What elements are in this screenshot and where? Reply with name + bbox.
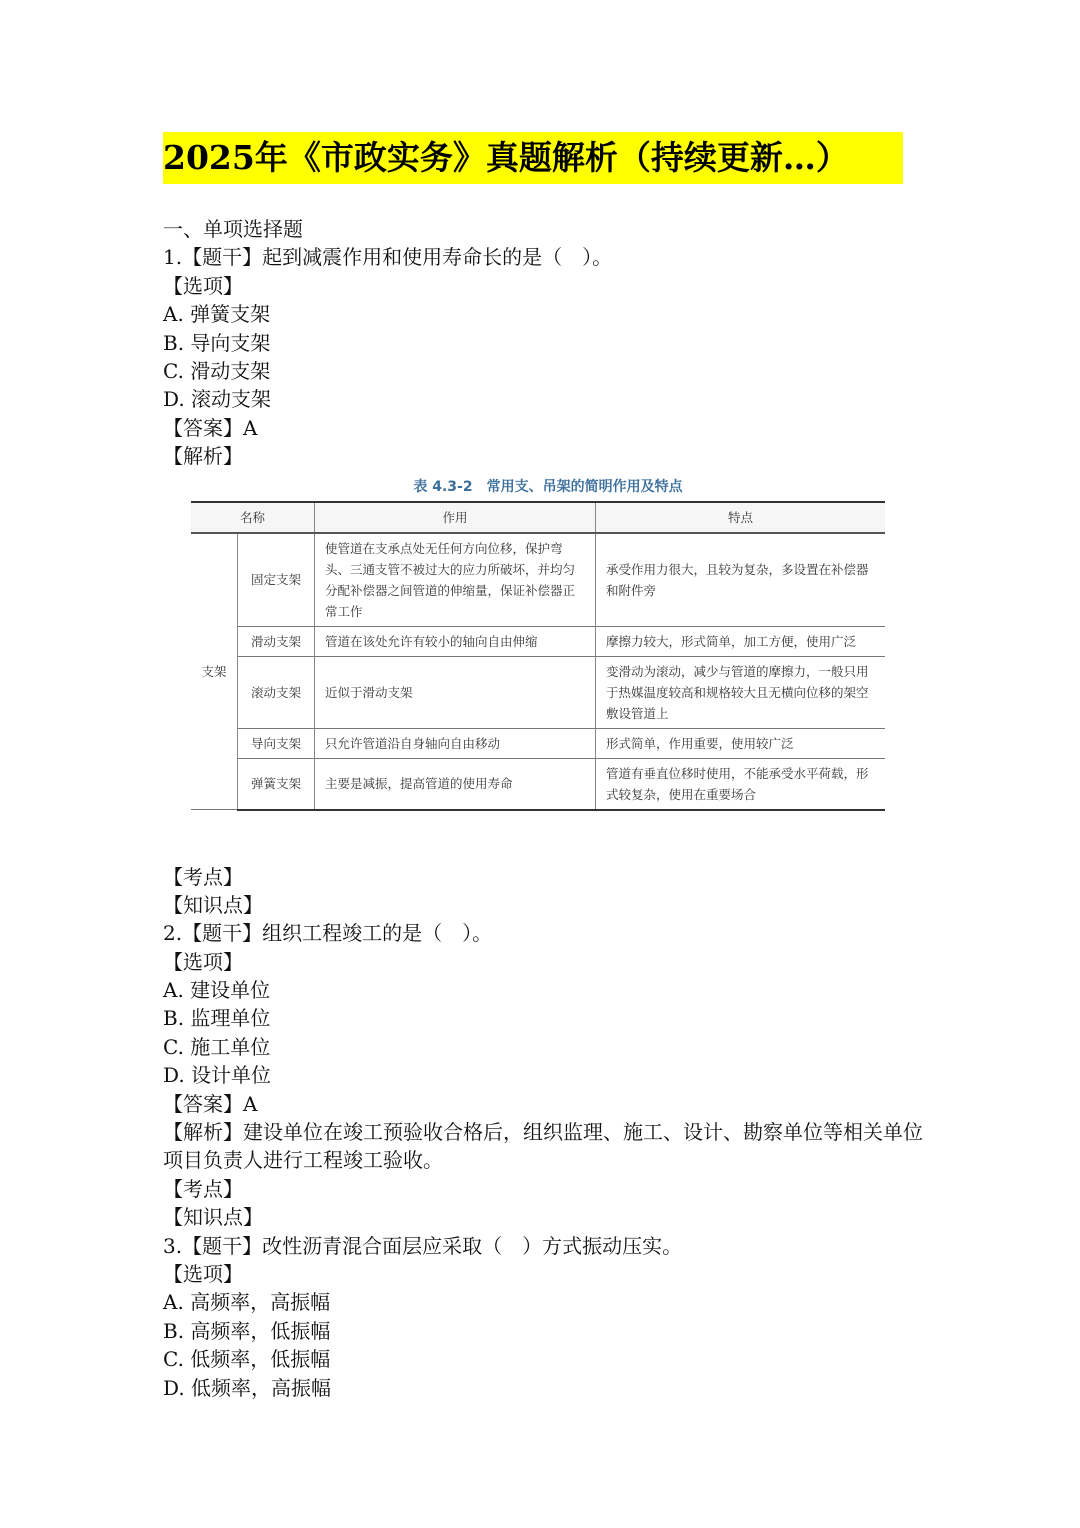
- q2-option-c: C. 施工单位: [163, 1034, 271, 1059]
- q2-option-a: A. 建设单位: [163, 978, 271, 1003]
- header-effect: 作用: [315, 502, 596, 533]
- q2-answer: 【答案】A: [163, 1091, 258, 1116]
- row-name: 弹簧支架: [238, 758, 315, 810]
- table-row: [191, 758, 885, 810]
- row-effect: 只允许管道沿自身轴向自由移动: [315, 728, 596, 758]
- q3-stem: 3.【题干】改性沥青混合面层应采取（ ）方式振动压实。: [163, 1233, 683, 1258]
- row-feature: 摩擦力较大，形式简单，加工方便，使用广泛: [596, 626, 886, 656]
- q2-option-b: B. 监理单位: [163, 1006, 271, 1031]
- row-name: 滚动支架: [238, 656, 315, 728]
- table-row: [191, 533, 885, 627]
- row-feature: 形式简单，作用重要，使用较广泛: [596, 728, 886, 758]
- header-feature: 特点: [596, 502, 886, 533]
- row-effect: 主要是减振，提高管道的使用寿命: [315, 758, 596, 810]
- q1-knowledge: 【知识点】: [163, 892, 263, 917]
- q1-options-label: 【选项】: [163, 273, 243, 298]
- q3-options-label: 【选项】: [163, 1262, 243, 1287]
- q2-options-label: 【选项】: [163, 949, 243, 974]
- table-header-row: [191, 502, 885, 533]
- q1-option-b: B. 导向支架: [163, 330, 271, 355]
- section-heading: 一、单项选择题: [163, 217, 303, 241]
- q1-option-d: D. 滚动支架: [163, 387, 272, 412]
- row-name: 滑动支架: [238, 626, 315, 656]
- q3-option-c: C. 低频率，低振幅: [163, 1347, 331, 1372]
- table-caption: 表 4.3-2 常用支、吊架的简明作用及特点: [413, 478, 683, 495]
- q2-analysis: 【解析】建设单位在竣工预验收合格后，组织监理、施工、设计、勘察单位等相关单位项目负责人进行工程竣工验收。: [163, 1120, 923, 1173]
- table-row: [191, 656, 885, 728]
- q1-stem: 1.【题干】起到减震作用和使用寿命长的是（ ）。: [163, 245, 613, 270]
- q2-exam-point: 【考点】: [163, 1176, 243, 1201]
- row-feature: 承受作用力很大，且较为复杂，多设置在补偿器和附件旁: [596, 533, 886, 627]
- q3-option-b: B. 高频率，低振幅: [163, 1318, 331, 1343]
- q1-option-c: C. 滑动支架: [163, 358, 271, 383]
- row-name: 固定支架: [238, 533, 315, 627]
- table-row: [191, 626, 885, 656]
- page-title: 2025年《市政实务》真题解析（持续更新…）: [163, 138, 849, 177]
- row-feature: 管道有垂直位移时使用，不能承受水平荷载，形式较复杂，使用在重要场合: [596, 758, 886, 810]
- row-effect: 管道在该处允许有较小的轴向自由伸缩: [315, 626, 596, 656]
- row-name: 导向支架: [238, 728, 315, 758]
- table-row: [191, 728, 885, 758]
- q3-option-a: A. 高频率，高振幅: [163, 1290, 331, 1315]
- document-body: [163, 215, 923, 1402]
- row-effect: 近似于滑动支架: [315, 656, 596, 728]
- row-feature: 变滑动为滚动，减少与管道的摩擦力，一般只用于热媒温度较高和规格较大且无横向位移的架空敷设管道上: [596, 656, 886, 728]
- row-effect: 使管道在支承点处无任何方向位移，保护弯头、三通支管不被过大的应力所破坏，并均匀分配补偿器之间管道的伸缩量，保证补偿器正常工作: [315, 533, 596, 627]
- support-table: [191, 501, 885, 811]
- header-name: 名称: [191, 502, 315, 533]
- q2-option-d: D. 设计单位: [163, 1063, 272, 1088]
- q2-stem: 2.【题干】组织工程竣工的是（ ）。: [163, 921, 493, 946]
- q1-option-a: A. 弹簧支架: [163, 302, 271, 327]
- support-table-figure: [163, 471, 923, 863]
- q1-analysis: 【解析】: [163, 444, 243, 469]
- q1-exam-point: 【考点】: [163, 864, 243, 889]
- q3-option-d: D. 低频率，高振幅: [163, 1375, 332, 1400]
- q2-knowledge: 【知识点】: [163, 1205, 263, 1230]
- group-cell: 支架: [191, 533, 238, 810]
- q1-answer: 【答案】A: [163, 415, 258, 440]
